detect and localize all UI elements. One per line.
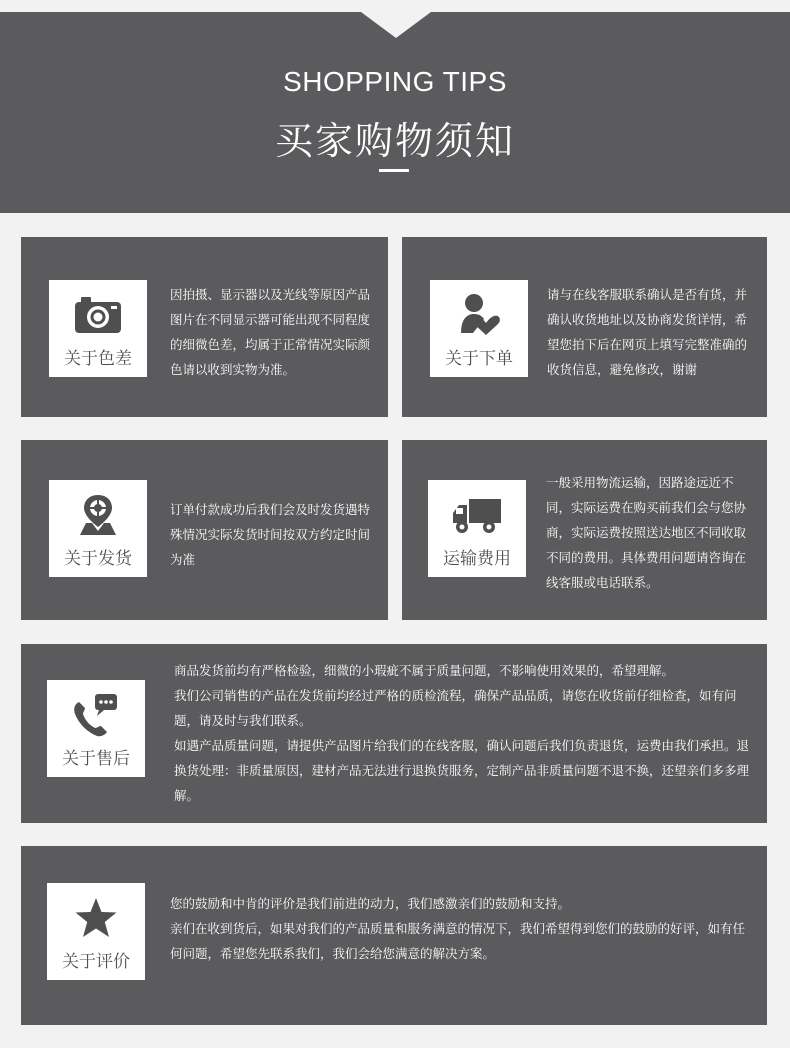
text-line: 我们公司销售的产品在发货前均经过严格的质检流程，确保产品品质，请您在收货前仔细检查，如有问题，请及时与我们联系。 — [174, 688, 737, 728]
title-chinese: 买家购物须知 — [274, 119, 515, 163]
badge-label: 运输费用 — [443, 549, 511, 569]
phone-chat-icon — [47, 692, 145, 738]
badge-after-sale — [47, 680, 145, 777]
text-line: 您的鼓励和中肯的评价是我们前进的动力，我们感激亲们的鼓励和支持。 — [170, 896, 571, 911]
title-english: SHOPPING TIPS — [283, 66, 507, 97]
badge-color-difference — [49, 280, 147, 377]
text-line: 亲们在收到货后，如果对我们的产品质量和服务满意的情况下，我们希望得到您们的鼓励的好评，如有任何问题，希望您先联系我们，我们会给您满意的解决方案。 — [170, 921, 746, 961]
star-icon — [47, 895, 145, 941]
badge-delivery — [49, 480, 147, 577]
camera-icon — [49, 292, 147, 338]
card-ordering — [402, 237, 767, 417]
badge-label: 关于评价 — [62, 952, 130, 972]
card-text: 一般采用物流运输，因路途远近不同，实际运费在购买前我们会与您协商，实际运费按照送达地区不同收取不同的费用。具体费用问题请咨询在线客服或电话联系。 — [546, 475, 747, 590]
badge-label: 关于售后 — [62, 749, 130, 769]
title-underline — [379, 169, 409, 172]
card-text — [174, 658, 759, 808]
badge-label: 关于发货 — [64, 549, 132, 569]
badge-shipping-cost — [428, 480, 526, 577]
truck-icon — [428, 492, 526, 538]
card-text: 因拍摄、显示器以及光线等原因产品图片在不同显示器可能出现不同程度的细微色差，均属于正常情况实际颜色请以收到实物为准。 — [170, 287, 371, 377]
card-shipping-cost — [402, 440, 767, 620]
user-heart-icon — [430, 292, 528, 338]
text-line: 商品发货前均有严格检验，细微的小瑕疵不属于质量问题，不影响使用效果的，希望理解。 — [174, 663, 675, 678]
card-text — [170, 891, 750, 966]
card-text: 请与在线客服联系确认是否有货，并确认收货地址以及协商发货详情，希望您拍下后在网页上填写完整准确的收货信息，避免修改，谢谢 — [547, 287, 748, 377]
card-delivery — [21, 440, 388, 620]
badge-review — [47, 883, 145, 980]
badge-label: 关于色差 — [64, 349, 132, 369]
header-banner — [0, 12, 790, 213]
header-notch — [361, 12, 431, 38]
card-color-difference — [21, 237, 388, 417]
badge-ordering — [430, 280, 528, 377]
card-review — [21, 846, 767, 1025]
card-after-sale — [21, 644, 767, 823]
location-pin-icon — [49, 492, 147, 538]
card-text: 订单付款成功后我们会及时发货遇特殊情况实际发货时间按双方约定时间为准 — [170, 502, 371, 567]
badge-label: 关于下单 — [445, 349, 513, 369]
text-line: 如遇产品质量问题，请提供产品图片给我们的在线客服，确认问题后我们负责退货，运费由我们承担。退换货处理：非质量原因，建材产品无法进行退换货服务，定制产品非质量问题不退不换，还望亲们多多理解。 — [174, 738, 750, 803]
